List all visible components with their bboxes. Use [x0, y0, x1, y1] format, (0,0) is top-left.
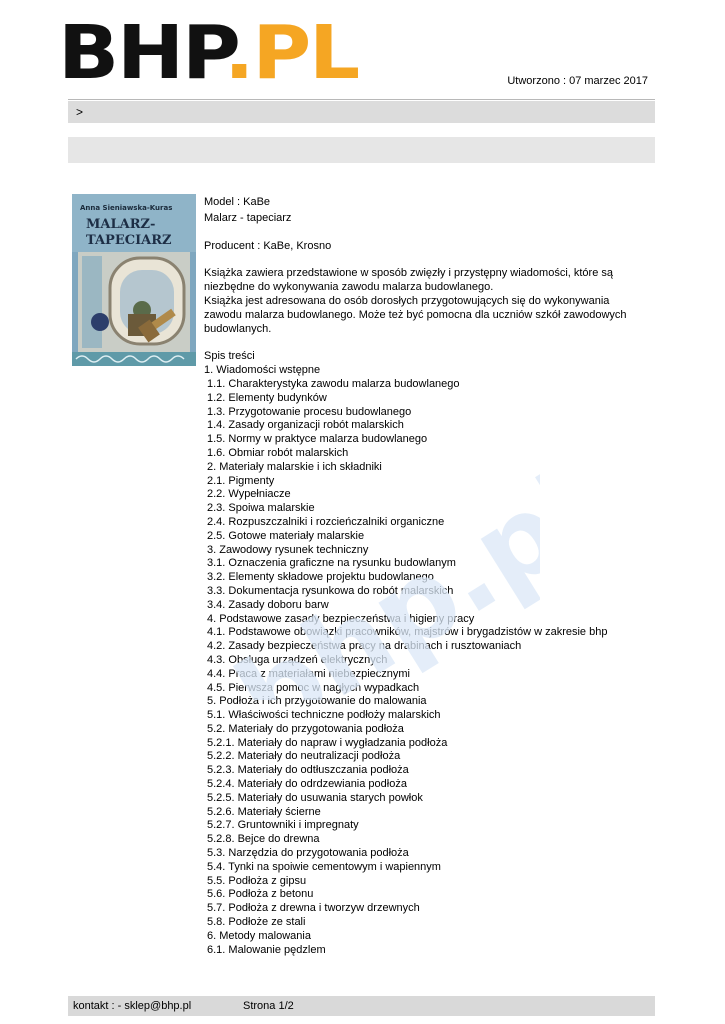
- toc-item: 1.5. Normy w praktyce malarza budowlanego: [207, 433, 428, 446]
- footer-bar: [68, 996, 655, 1016]
- toc-item: 6. Metody malowania: [207, 929, 311, 942]
- toc-item: 2.3. Spoiwa malarskie: [207, 502, 315, 515]
- toc-item: 4.3. Obsługa urządzeń elektrycznych: [207, 653, 388, 666]
- toc-item: 2.4. Rozpuszczalniki i rozcieńczalniki organiczne: [207, 515, 445, 528]
- toc-item: 4.1. Podstawowe obowiązki pracowników, majstrów i brygadzistów w zakresie bhp: [207, 626, 608, 639]
- toc-item: 1.4. Zasady organizacji robót malarskich: [207, 419, 404, 432]
- toc-item: 5.1. Właściwości techniczne podłoży malarskich: [207, 709, 441, 722]
- toc-item: 5.4. Tynki na spoiwie cementowym i wapiennym: [207, 860, 441, 873]
- product-producer: Producent : KaBe, Krosno: [204, 239, 332, 252]
- toc-item: 3. Zawodowy rysunek techniczny: [207, 543, 369, 556]
- description-paragraph-2: Książka jest adresowana do osób dorosłych przygotowujących się do wykonywania zawodu malarza budowlanego. Może też być pomocna dla uczniów szkół zawodowych budowlanych.: [204, 294, 627, 335]
- toc-item: 4.2. Zasady bezpieczeństwa pracy na drabinach i rusztowaniach: [207, 640, 522, 653]
- toc-item: 5.2.4. Materiały do odrdzewiania podłoża: [207, 778, 407, 791]
- bhp-logo[interactable]: [58, 16, 362, 86]
- toc-item: 3.2. Elementy składowe projektu budowlanego: [207, 571, 434, 584]
- breadcrumb-text: >: [76, 105, 84, 119]
- footer-contact[interactable]: kontakt : - sklep@bhp.pl: [73, 1000, 192, 1012]
- product-model: Model : KaBe: [204, 196, 271, 208]
- toc-item: 1.2. Elementy budynków: [207, 391, 327, 404]
- toc-item: 5.2.7. Gruntowniki i impregnaty: [207, 819, 359, 832]
- toc-item: 5. Podłoża i ich przygotowanie do malowania: [207, 695, 427, 708]
- cover-author: Anna Sieniawska-Kuras: [80, 204, 173, 212]
- toc-item: 5.2.1. Materiały do napraw i wygładzania podłoża: [207, 736, 448, 749]
- product-description: [204, 196, 644, 957]
- toc-item: 6.1. Malowanie pędzlem: [207, 943, 326, 956]
- book-cover-graphic: [72, 194, 196, 366]
- toc-item: 1.6. Obmiar robót malarskich: [207, 446, 349, 459]
- toc-item: 5.6. Podłoża z betonu: [207, 888, 314, 901]
- page-number: Strona 1/2: [243, 1000, 294, 1012]
- toc-item: 1.3. Przygotowanie procesu budowlanego: [207, 405, 412, 418]
- toc-item: 5.2.5. Materiały do usuwania starych powłok: [207, 791, 423, 804]
- toc-item: 1.1. Charakterystyka zawodu malarza budowlanego: [207, 377, 460, 390]
- toc-item: 4.5. Pierwsza pomoc w nagłych wypadkach: [207, 681, 420, 694]
- toc-item: 3.1. Oznaczenia graficzne na rysunku budowlanym: [207, 557, 456, 570]
- logo-text: BHP .PL: [58, 16, 348, 86]
- watermark-text: bhp.pl: [215, 470, 540, 700]
- description-paragraph-1: Książka zawiera przedstawione w sposób zwięzły i przystępny wiadomości, które są niezbędne do wykonywania zawodu malarza budowlanego.: [204, 267, 614, 294]
- toc-title: Spis treści: [204, 350, 255, 363]
- toc-item: 5.2.6. Materiały ścierne: [207, 805, 321, 818]
- toc-item: 5.2.3. Materiały do odtłuszczania podłoża: [207, 764, 409, 777]
- created-date: Utworzono : 07 marzec 2017: [507, 75, 648, 87]
- toc-item: 2.5. Gotowe materiały malarskie: [207, 529, 365, 542]
- header-divider: [68, 99, 655, 100]
- table-of-contents: [204, 364, 644, 957]
- toc-item: 1. Wiadomości wstępne: [204, 364, 321, 377]
- toc-item: 5.2.2. Materiały do neutralizacji podłoża: [207, 750, 401, 763]
- toc-item: 5.8. Podłoże ze stali: [207, 916, 306, 929]
- product-name: Malarz - tapeciarz: [204, 211, 292, 224]
- toc-item: 5.2.8. Bejce do drewna: [207, 833, 320, 846]
- toc-item: 2.1. Pigmenty: [207, 474, 275, 487]
- toc-item: 3.4. Zasady doboru barw: [207, 598, 329, 611]
- toc-item: 5.3. Narzędzia do przygotowania podłoża: [207, 847, 409, 860]
- title-bar: [68, 137, 655, 163]
- toc-item: 3.3. Dokumentacja rysunkowa do robót malarskich: [207, 584, 454, 597]
- bhp-logo-graphic: [58, 16, 362, 86]
- breadcrumb: [68, 101, 655, 123]
- toc-item: 5.7. Podłoża z drewna i tworzyw drzewnych: [207, 902, 420, 915]
- toc-item: 5.2. Materiały do przygotowania podłoża: [207, 722, 404, 735]
- toc-item: 5.5. Podłoża z gipsu: [207, 874, 307, 887]
- toc-item: 4.4. Praca z materiałami niebezpiecznymi: [207, 667, 410, 680]
- cover-title-1: MALARZ-: [86, 217, 156, 232]
- toc-item: 4. Podstawowe zasady bezpieczeństwa i higieny pracy: [207, 612, 475, 625]
- toc-item: 2.2. Wypełniacze: [207, 488, 291, 501]
- cover-title-2: TAPECIARZ: [86, 233, 172, 248]
- toc-item: 2. Materiały malarskie i ich składniki: [207, 460, 382, 473]
- product-image[interactable]: [72, 194, 196, 366]
